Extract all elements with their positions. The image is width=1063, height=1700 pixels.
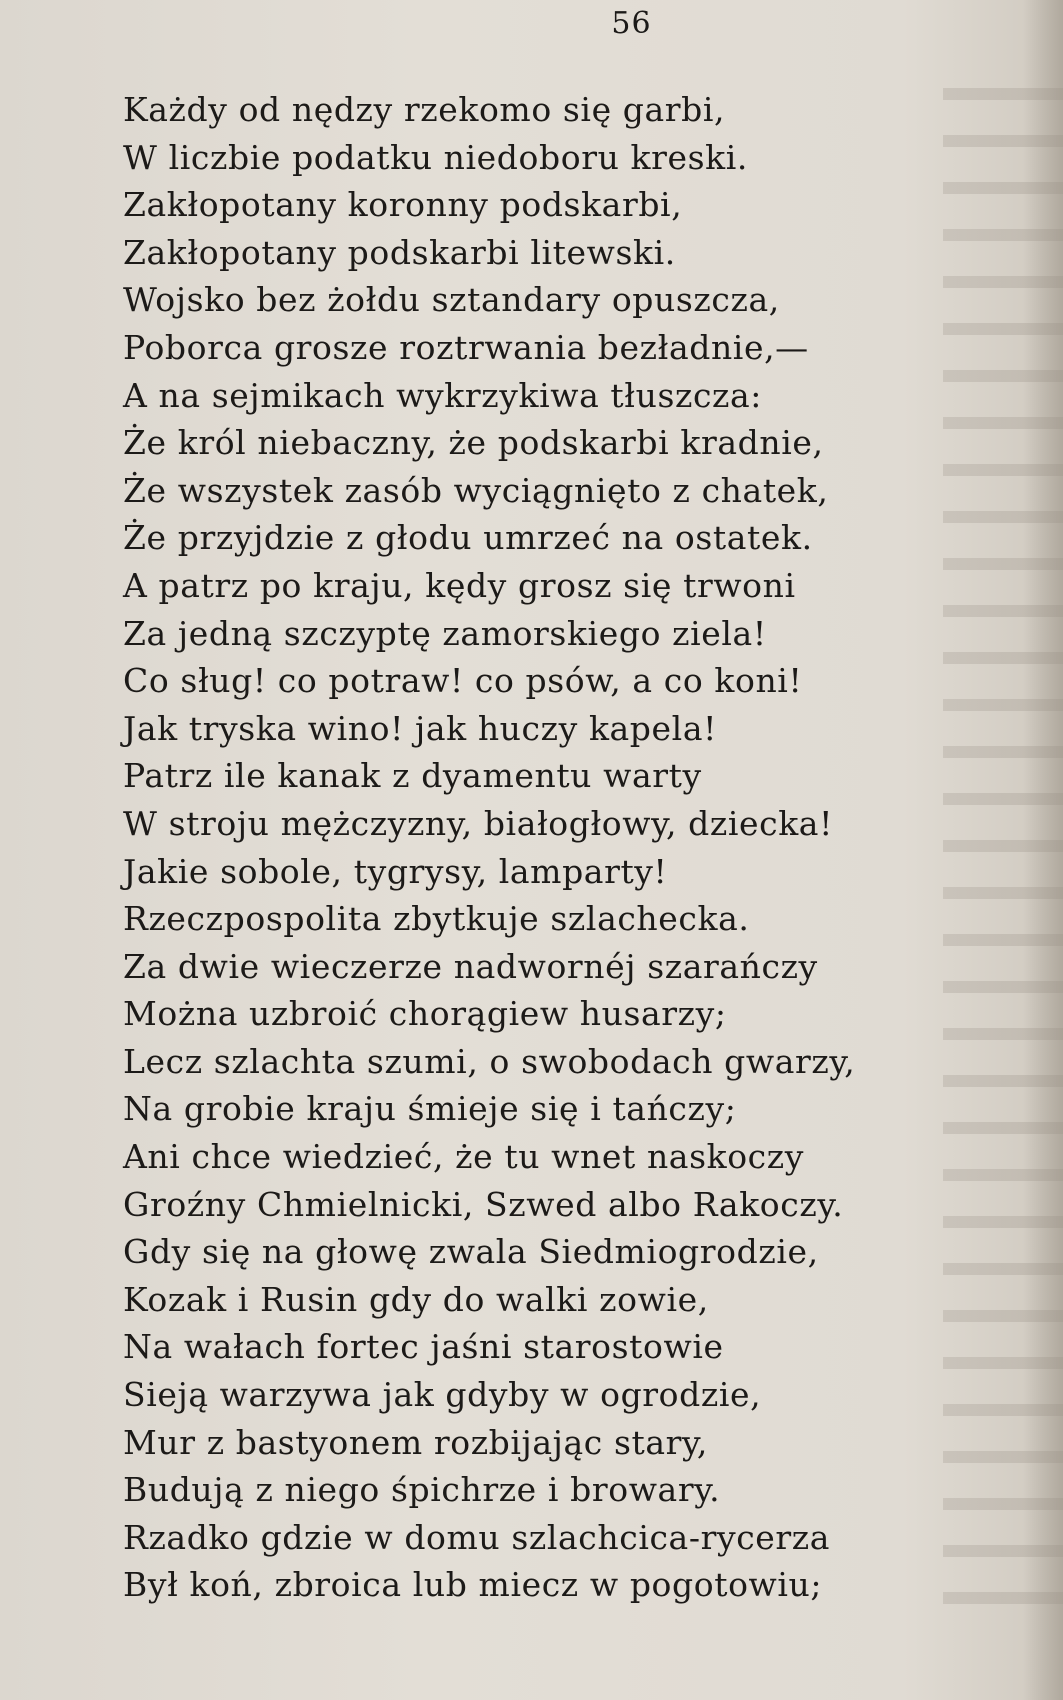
poem-line: Poborca grosze roztrwania bezładnie,— <box>123 327 809 367</box>
poem-line: Był koń, zbroica lub miecz w pogotowiu; <box>123 1565 823 1605</box>
poem-line: Lecz szlachta szumi, o swobodach gwarzy, <box>123 1041 856 1081</box>
poem-line: Zakłopotany koronny podskarbi, <box>123 185 683 225</box>
poem-line: Gdy się na głowę zwala Siedmiogrodzie, <box>123 1232 819 1272</box>
poem-line: Sieją warzywa jak gdyby w ogrodzie, <box>123 1375 762 1415</box>
poem-line: Jakie sobole, tygrysy, lamparty! <box>123 851 668 891</box>
poem-line: Budują z niego śpichrze i browary. <box>123 1470 721 1510</box>
poem-line: Można uzbroić chorągiew husarzy; <box>123 994 727 1034</box>
poem-text <box>123 86 953 1609</box>
poem-line: Rzeczpospolita zbytkuje szlachecka. <box>123 899 750 939</box>
poem-line: Mur z bastyonem rozbijając stary, <box>123 1422 708 1462</box>
poem-line: Ani chce wiedzieć, że tu wnet naskoczy <box>123 1137 804 1177</box>
poem-line: Na grobie kraju śmieje się i tańczy; <box>123 1089 737 1129</box>
poem-line: W stroju mężczyzny, białogłowy, dziecka! <box>123 803 833 843</box>
poem-line: Wojsko bez żołdu sztandary opuszcza, <box>123 280 780 320</box>
poem-line: Jak tryska wino! jak huczy kapela! <box>123 708 717 748</box>
poem-line: Za dwie wieczerze nadwornéj szarańczy <box>123 946 818 986</box>
poem-line: Zakłopotany podskarbi litewski. <box>123 232 676 272</box>
poem-line: Na wałach fortec jaśni starostowie <box>123 1327 724 1367</box>
poem-line: Że wszystek zasób wyciągnięto z chatek, <box>123 470 829 510</box>
poem-line: W liczbie podatku niedoboru kreski. <box>123 137 748 177</box>
poem-line: Rzadko gdzie w domu szlachcica-rycerza <box>123 1517 831 1557</box>
poem-line: Patrz ile kanak z dyamentu warty <box>123 756 702 796</box>
poem-line: Kozak i Rusin gdy do walki zowie, <box>123 1279 709 1319</box>
poem-line: Każdy od nędzy rzekomo się garbi, <box>123 90 726 129</box>
page-number: 56 <box>611 6 652 41</box>
poem-line: Za jedną szczyptę zamorskiego ziela! <box>123 613 767 653</box>
poem-line: Że król niebaczny, że podskarbi kradnie, <box>123 423 824 463</box>
poem-line: Groźny Chmielnicki, Szwed albo Rakoczy. <box>123 1184 844 1224</box>
page-edge-shadow <box>1023 0 1063 1700</box>
poem-line: Że przyjdzie z głodu umrzeć na ostatek. <box>123 518 813 558</box>
poem-line: Co sług! co potraw! co psów, a co koni! <box>123 661 803 701</box>
poem-line: A na sejmikach wykrzykiwa tłuszcza: <box>123 375 763 415</box>
poem-line: A patrz po kraju, kędy grosz się trwoni <box>123 565 796 605</box>
